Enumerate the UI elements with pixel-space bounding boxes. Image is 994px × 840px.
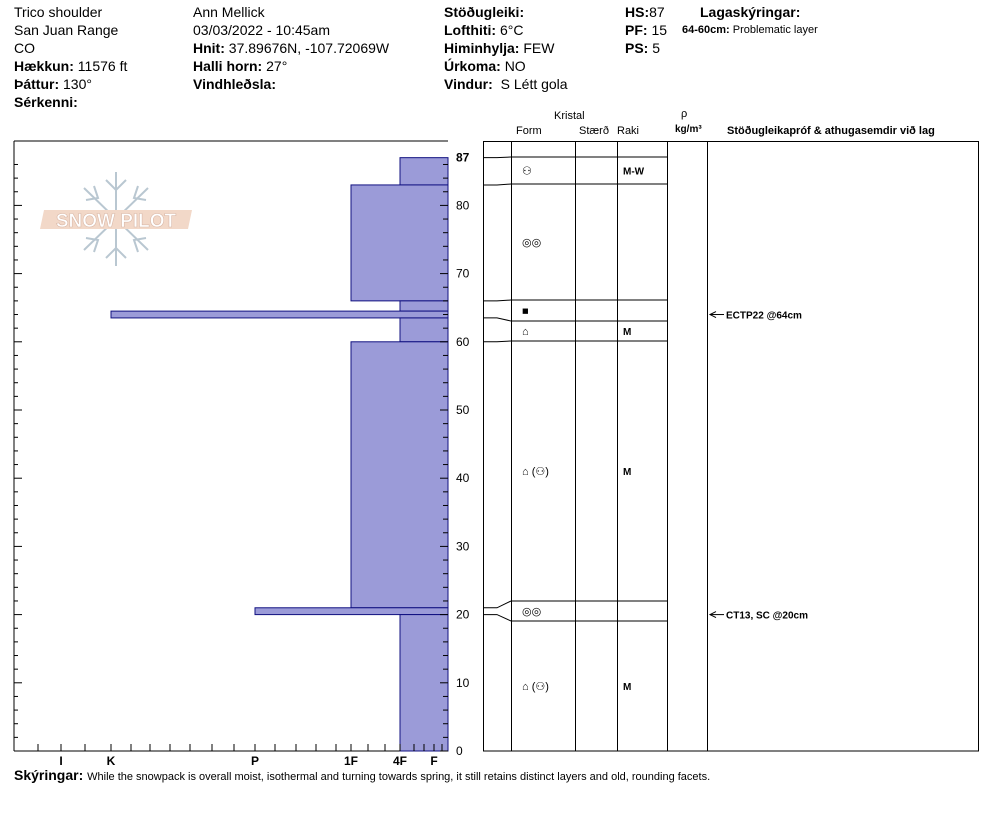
layer-connector [483, 300, 511, 301]
observer-name: Ann Mellick [193, 4, 265, 20]
hs-value: 87 [649, 4, 665, 20]
test-result-text: ECTP22 @64cm [726, 310, 802, 322]
comments-text: While the snowpack is overall moist, isothermal and turning towards spring, it still retains distinct layers and old, rounding facets. [87, 771, 711, 783]
wind-label: Vindur: [444, 76, 493, 92]
sky-label: Himinhylja: [444, 40, 520, 56]
air-temp-value: 6°C [499, 22, 524, 38]
legend-title: Lagaskýringar: [700, 4, 801, 20]
faceted-rounding-icon: ⌂ (⚇) [522, 466, 549, 478]
depth-top-label: 87 [456, 150, 470, 165]
aspect-value: 130° [63, 76, 92, 92]
hardness-bar [400, 318, 448, 342]
air-temp-label: Lofthiti: [444, 22, 497, 38]
depth-tick-label: 60 [456, 334, 470, 349]
form-header: Form [516, 125, 542, 137]
legend-item-text: Problematic layer [732, 24, 818, 36]
wind-value: S Létt gola [500, 76, 568, 92]
faceted-rounding-icon: ⌂ (⚇) [522, 681, 549, 693]
wind-loading-label: Vindhleðsla: [193, 76, 276, 92]
slope-label: Halli horn: [193, 58, 263, 74]
hardness-bar [400, 301, 448, 311]
layer-row [511, 601, 667, 618]
stability-tests [710, 311, 808, 622]
precip-label: Úrkoma: [444, 58, 501, 74]
hardness-bar [111, 311, 448, 318]
slope-value: 27° [266, 58, 288, 74]
layer-table-frame [484, 142, 979, 752]
stability-label: Stöðugleiki: [444, 4, 525, 20]
aspect-label: Þáttur: [14, 76, 60, 92]
layer-connector [483, 341, 511, 342]
moisture-value: M [623, 467, 632, 478]
density-unit-header: kg/m³ [675, 124, 702, 135]
site-state: CO [14, 40, 35, 56]
hardness-axis [38, 744, 442, 768]
layer-row [511, 157, 667, 178]
stability-test [710, 611, 808, 622]
moisture-header: Raki [617, 125, 640, 137]
precip-value: NO [504, 58, 526, 74]
hardness-tick-label: I [59, 754, 63, 768]
coords-label: Hnit: [193, 40, 225, 56]
hardness-tick-label: P [250, 754, 260, 768]
logo-text: SNOW PILOT [55, 211, 177, 232]
legend-item-range: 64-60cm: [682, 24, 730, 36]
ps-value: 5 [652, 40, 661, 56]
elevation-label: Hækkun: [14, 58, 74, 74]
hardness-bar [255, 608, 448, 615]
faceted-icon: ⌂ [522, 326, 529, 338]
hs-label: HS: [625, 4, 650, 20]
depth-tick-label: 80 [456, 198, 470, 213]
hardness-tick-label: K [106, 754, 116, 768]
pf-label: PF: [625, 22, 648, 38]
tests-header: Stöðugleikapróf & athugasemdir við lag [727, 125, 935, 137]
layer-connector [483, 157, 511, 158]
hardness-bar [400, 158, 448, 185]
moisture-value: M [623, 327, 632, 338]
features-label: Sérkenni: [14, 94, 78, 110]
hardness-bar [351, 342, 448, 608]
comments-row [14, 767, 710, 784]
size-header: Stærð [579, 125, 609, 137]
snowpilot-logo [40, 172, 192, 266]
moisture-value: M-W [623, 166, 645, 178]
moisture-value: M [623, 682, 632, 693]
hardness-bars [111, 158, 448, 751]
layer-row [511, 321, 667, 338]
layer-row [511, 621, 667, 693]
layer-connector [483, 184, 511, 185]
melt-forms-icon: ◎◎ [522, 237, 542, 249]
stability-test [710, 311, 802, 322]
depth-tick-label: 50 [456, 403, 470, 417]
hardness-tick-label: F [430, 754, 438, 768]
depth-tick-label: 70 [456, 266, 470, 281]
observation-datetime: 03/03/2022 - 10:45am [193, 22, 330, 38]
hardness-bar [351, 185, 448, 301]
depth-tick-label: 20 [456, 607, 470, 622]
elevation-value: 11576 ft [77, 58, 128, 74]
layer-row [511, 184, 667, 249]
ice-layer-icon: ■ [522, 305, 529, 318]
ps-label: PS: [625, 40, 649, 56]
rounding-facets-icon: ⚇ [522, 165, 532, 178]
pf-value: 15 [651, 22, 668, 38]
site-name: Trico shoulder [14, 4, 103, 20]
hardness-tick-label: 1F [343, 754, 359, 768]
comments-label: Skýringar: [14, 767, 84, 783]
coords-value: 37.89676N, -107.72069W [228, 40, 390, 56]
layer-connector [483, 318, 511, 321]
rho-header: ρ [681, 108, 688, 120]
depth-tick-label: 40 [456, 471, 470, 486]
layer-row [511, 300, 667, 318]
layer-connector [483, 601, 511, 608]
depth-tick-label: 0 [456, 744, 463, 758]
layer-row [511, 341, 667, 478]
sky-value: FEW [523, 40, 555, 56]
test-result-text: CT13, SC @20cm [726, 610, 809, 622]
depth-tick-label: 30 [456, 539, 470, 554]
melt-forms-icon: ◎◎ [522, 606, 542, 618]
site-range: San Juan Range [14, 22, 119, 38]
crystal-header: Kristal [554, 110, 585, 122]
depth-tick-label: 10 [456, 675, 470, 690]
layer-connector [483, 615, 511, 621]
hardness-tick-label: 4F [392, 754, 408, 768]
